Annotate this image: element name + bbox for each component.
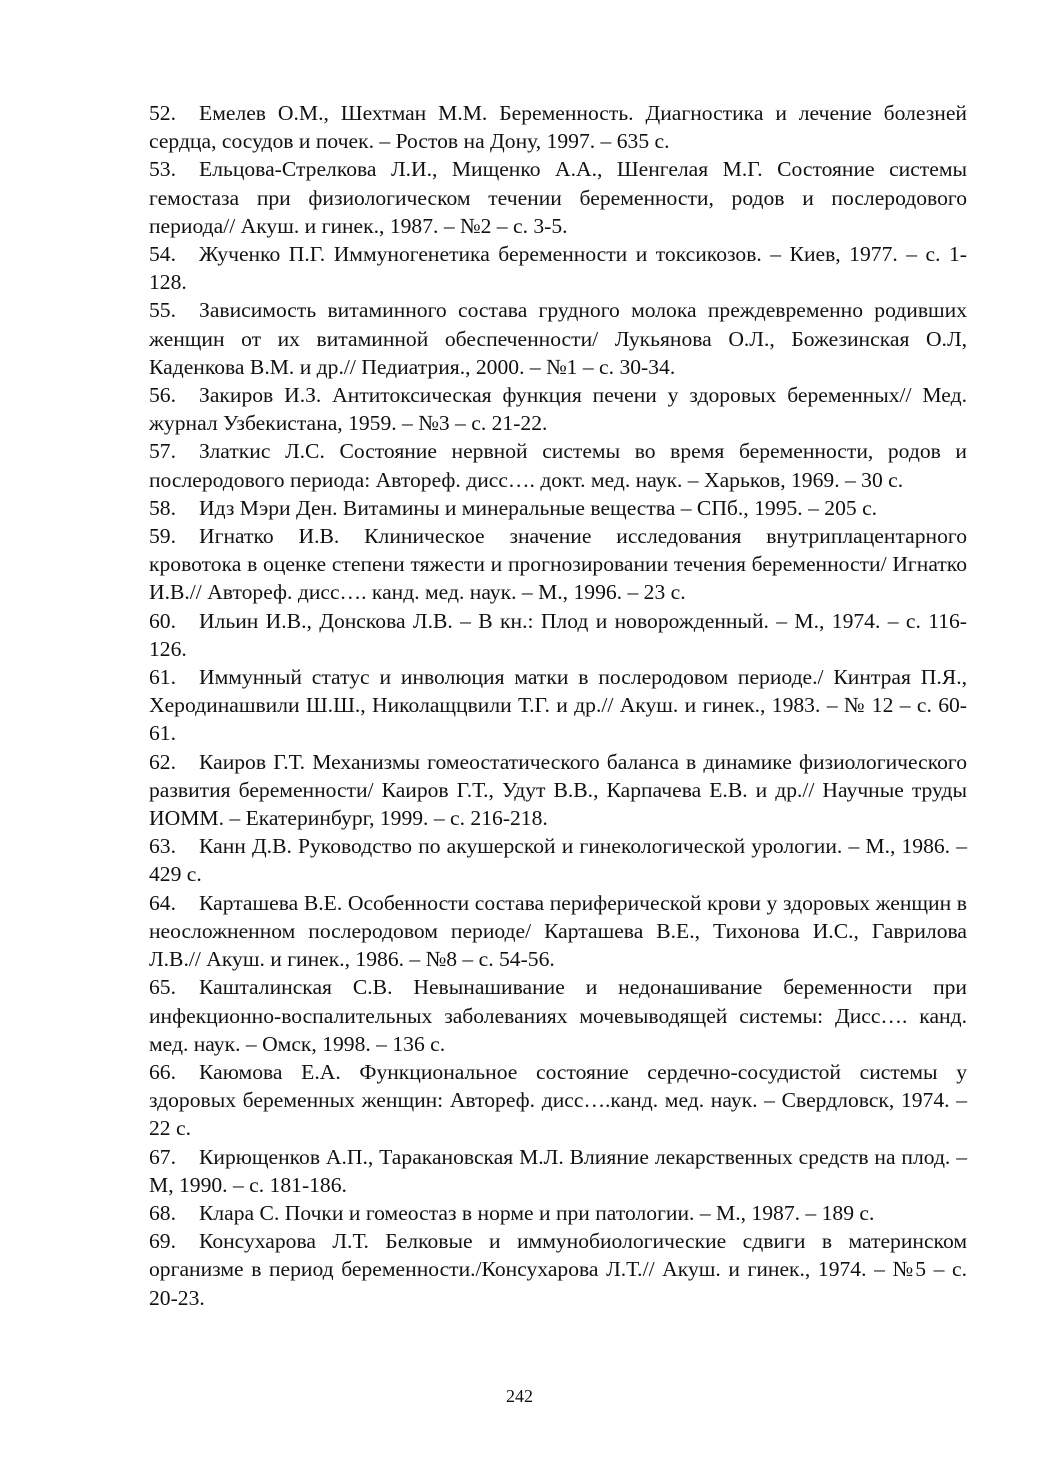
reference-number: 59. xyxy=(149,524,176,549)
reference-item xyxy=(149,155,967,240)
reference-text: Златкис Л.С. Состояние нервной системы во время беременности, родов и послеродового периода: Автореф. дисс…. докт. мед. наук. – Харьков, 1969. – 30 с. xyxy=(149,439,967,492)
reference-text: Клара С. Почки и гомеостаз в норме и при патологии. – М., 1987. – 189 с. xyxy=(199,1200,875,1225)
reference-text: Канн Д.В. Руководство по акушерской и гинекологической урологии. – М., 1986. – 429 с. xyxy=(149,834,967,887)
reference-item xyxy=(149,1199,967,1227)
reference-number: 52. xyxy=(149,101,176,125)
reference-list xyxy=(149,99,967,1312)
reference-number: 56. xyxy=(149,383,176,408)
reference-number: 64. xyxy=(149,890,176,915)
reference-item xyxy=(149,1058,967,1143)
reference-text: Карташева В.Е. Особенности состава периферической крови у здоровых женщин в неосложненном послеродовом периоде/ Карташева В.Е., Тихонова И.С., Гаврилова Л.В.// Акуш. и гинек., 1986. – №8 – с. 54-56. xyxy=(149,890,967,972)
reference-text: Кирющенков А.П., Таракановская М.Л. Влияние лекарственных средств на плод. – М, 1990. – с. 181-186. xyxy=(149,1144,967,1197)
reference-item xyxy=(149,1227,967,1312)
reference-text: Каиров Г.Т. Механизмы гомеостатического баланса в динамике физиологического развития беременности/ Каиров Г.Т., Удут В.В., Карпачева Е.В. и др.// Научные труды ИОММ. – Екатеринбург, 1999. – с. 216-218. xyxy=(149,749,967,831)
reference-item xyxy=(149,296,967,381)
reference-number: 66. xyxy=(149,1059,176,1084)
reference-number: 61. xyxy=(149,665,176,690)
reference-item xyxy=(149,437,967,493)
reference-item xyxy=(149,522,967,607)
reference-item xyxy=(149,748,967,833)
reference-number: 69. xyxy=(149,1229,176,1254)
reference-text: Каюмова Е.А. Функциональное состояние сердечно-сосудистой системы у здоровых беременных женщин: Автореф. дисс….канд. мед. наук. – Свердловск, 1974. – 22 с. xyxy=(149,1059,967,1141)
reference-text: Емелев О.М., Шехтман М.М. Беременность. Диагностика и лечение болезней сердца, сосудов и почек. – Ростов на Дону, 1997. – 635 с. xyxy=(149,101,967,154)
reference-text: Кашталинская С.В. Невынашивание и недонашивание беременности при инфекционно-воспалительных заболеваниях мочевыводящей системы: Дисс…. канд. мед. наук. – Омск, 1998. – 136 с. xyxy=(149,975,967,1056)
reference-item xyxy=(149,494,967,522)
reference-text: Иммунный статус и инволюция матки в послеродовом периоде./ Кинтрая П.Я., Херодинашвили Ш.Ш., Николащцвили Т.Г. и др.// Акуш. и гинек., 1983. – № 12 – с. 60-61. xyxy=(149,665,967,746)
reference-number: 54. xyxy=(149,242,176,267)
reference-text: Идз Мэри Ден. Витамины и минеральные вещества – СПб., 1995. – 205 с. xyxy=(199,495,878,520)
reference-text: Консухарова Л.Т. Белковые и иммунобиологические сдвиги в материнском организме в период беременности./Консухарова Л.Т.// Акуш. и гинек., 1974. – №5 – с. 20-23. xyxy=(149,1229,967,1310)
reference-item xyxy=(149,832,967,888)
page-number: 242 xyxy=(506,1386,533,1406)
reference-number: 58. xyxy=(149,495,176,520)
reference-text: Зависимость витаминного состава грудного молока преждевременно родивших женщин от их витаминной обеспеченности/ Лукьянова О.Л., Божезинская О.Л, Каденкова В.М. и др.// Педиатрия., 2000. – №1 – с. 30-34. xyxy=(149,298,967,379)
reference-number: 57. xyxy=(149,439,176,464)
reference-text: Игнатко И.В. Клиническое значение исследования внутриплацентарного кровотока в оценке степени тяжести и прогнозировании течения беременности/ Игнатко И.В.// Автореф. дисс…. канд. мед. наук. – М., 1996. – 23 с. xyxy=(149,524,967,605)
reference-text: Закиров И.З. Антитоксическая функция печени у здоровых беременных// Мед. журнал Узбекистана, 1959. – №3 – с. 21-22. xyxy=(149,383,967,436)
reference-number: 63. xyxy=(149,834,176,859)
reference-text: Ильин И.В., Донскова Л.В. – В кн.: Плод и новорожденный. – М., 1974. – с. 116-126. xyxy=(149,608,967,661)
reference-item xyxy=(149,973,967,1058)
reference-item xyxy=(149,1143,967,1199)
reference-item xyxy=(149,381,967,437)
reference-item xyxy=(149,99,967,155)
reference-number: 62. xyxy=(149,749,176,774)
reference-number: 53. xyxy=(149,157,176,182)
reference-number: 68. xyxy=(149,1200,176,1225)
reference-number: 65. xyxy=(149,975,176,1000)
reference-item xyxy=(149,607,967,663)
reference-number: 67. xyxy=(149,1144,176,1169)
reference-item xyxy=(149,889,967,974)
reference-number: 60. xyxy=(149,608,176,633)
reference-text: Ельцова-Стрелкова Л.И., Мищенко А.А., Шенгелая М.Г. Состояние системы гемостаза при физиологическом течении беременности, родов и послеродового периода// Акуш. и гинек., 1987. – №2 – с. 3-5. xyxy=(149,157,967,238)
reference-item xyxy=(149,240,967,296)
reference-text: Жученко П.Г. Иммуногенетика беременности и токсикозов. – Киев, 1977. – с. 1-128. xyxy=(149,242,967,295)
reference-number: 55. xyxy=(149,298,176,323)
reference-item xyxy=(149,663,967,748)
